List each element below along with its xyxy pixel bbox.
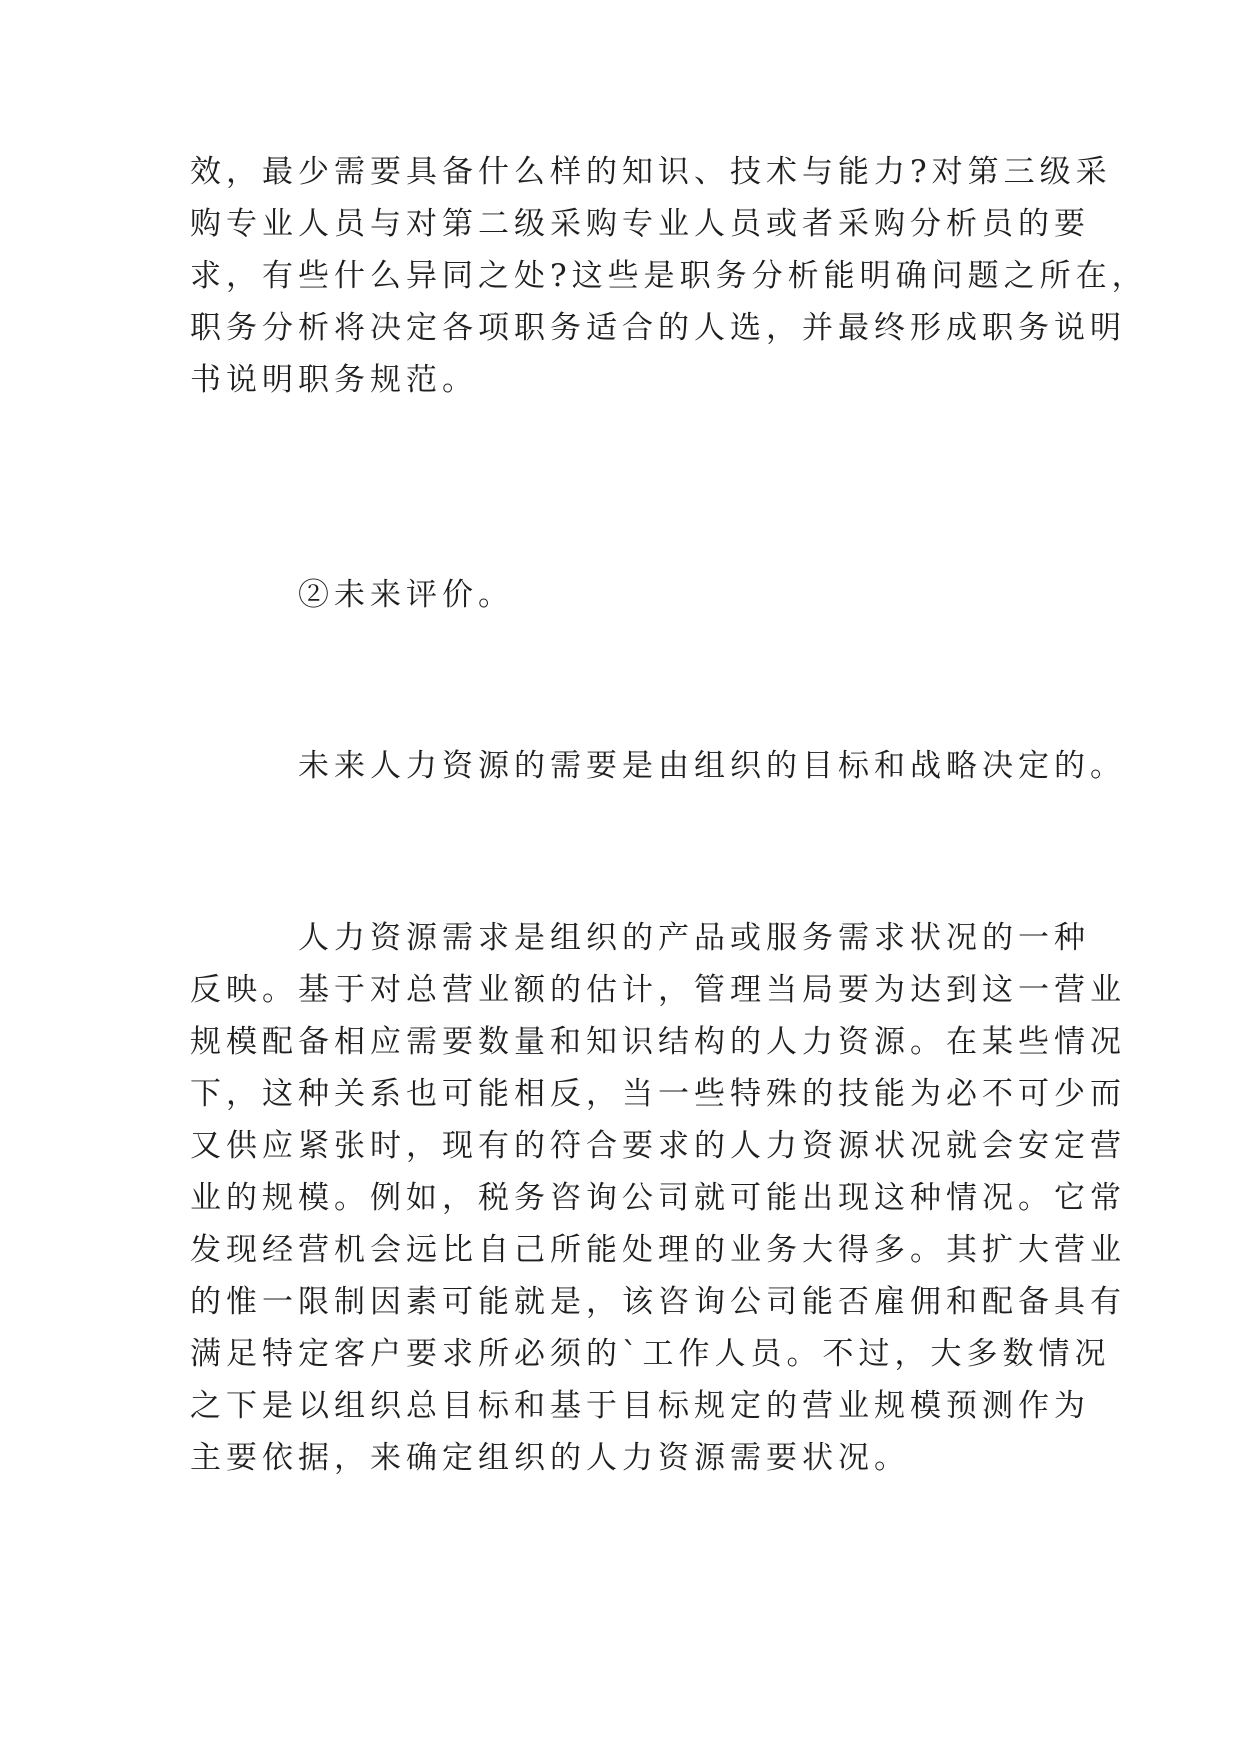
text-line: 主要依据，来确定组织的人力资源需要状况。 bbox=[190, 1440, 910, 1476]
text-line: 之下是以组织总目标和基于目标规定的营业规模预测作为 bbox=[190, 1388, 1090, 1424]
text-line: 购专业人员与对第二级采购专业人员或者采购分析员的要 bbox=[190, 206, 1090, 242]
text-line: 满足特定客户要求所必须的`工作人员。不过，大多数情况 bbox=[190, 1336, 1111, 1372]
text-line: 又供应紧张时，现有的符合要求的人力资源状况就会安定营 bbox=[190, 1128, 1126, 1164]
heading-line: ②未来评价。 bbox=[298, 577, 514, 613]
text-line: 人力资源需求是组织的产品或服务需求状况的一种 bbox=[298, 920, 1090, 956]
text-line: 求，有些什么异同之处?这些是职务分析能明确问题之所在， bbox=[190, 258, 1148, 294]
text-line: 书说明职务规范。 bbox=[190, 362, 478, 398]
text-line: 业的规模。例如，税务咨询公司就可能出现这种情况。它常 bbox=[190, 1180, 1126, 1216]
text-line: 职务分析将决定各项职务适合的人选，并最终形成职务说明 bbox=[190, 310, 1126, 346]
text-line: 未来人力资源的需要是由组织的目标和战略决定的。 bbox=[298, 748, 1126, 784]
text-line: 下，这种关系也可能相反，当一些特殊的技能为必不可少而 bbox=[190, 1076, 1126, 1112]
text-line: 的惟一限制因素可能就是，该咨询公司能否雇佣和配备具有 bbox=[190, 1284, 1126, 1320]
text-line: 效，最少需要具备什么样的知识、技术与能力?对第三级采 bbox=[190, 154, 1112, 190]
text-line: 规模配备相应需要数量和知识结构的人力资源。在某些情况 bbox=[190, 1024, 1126, 1060]
text-line: 反映。基于对总营业额的估计，管理当局要为达到这一营业 bbox=[190, 972, 1126, 1008]
text-line: 发现经营机会远比自己所能处理的业务大得多。其扩大营业 bbox=[190, 1232, 1126, 1268]
